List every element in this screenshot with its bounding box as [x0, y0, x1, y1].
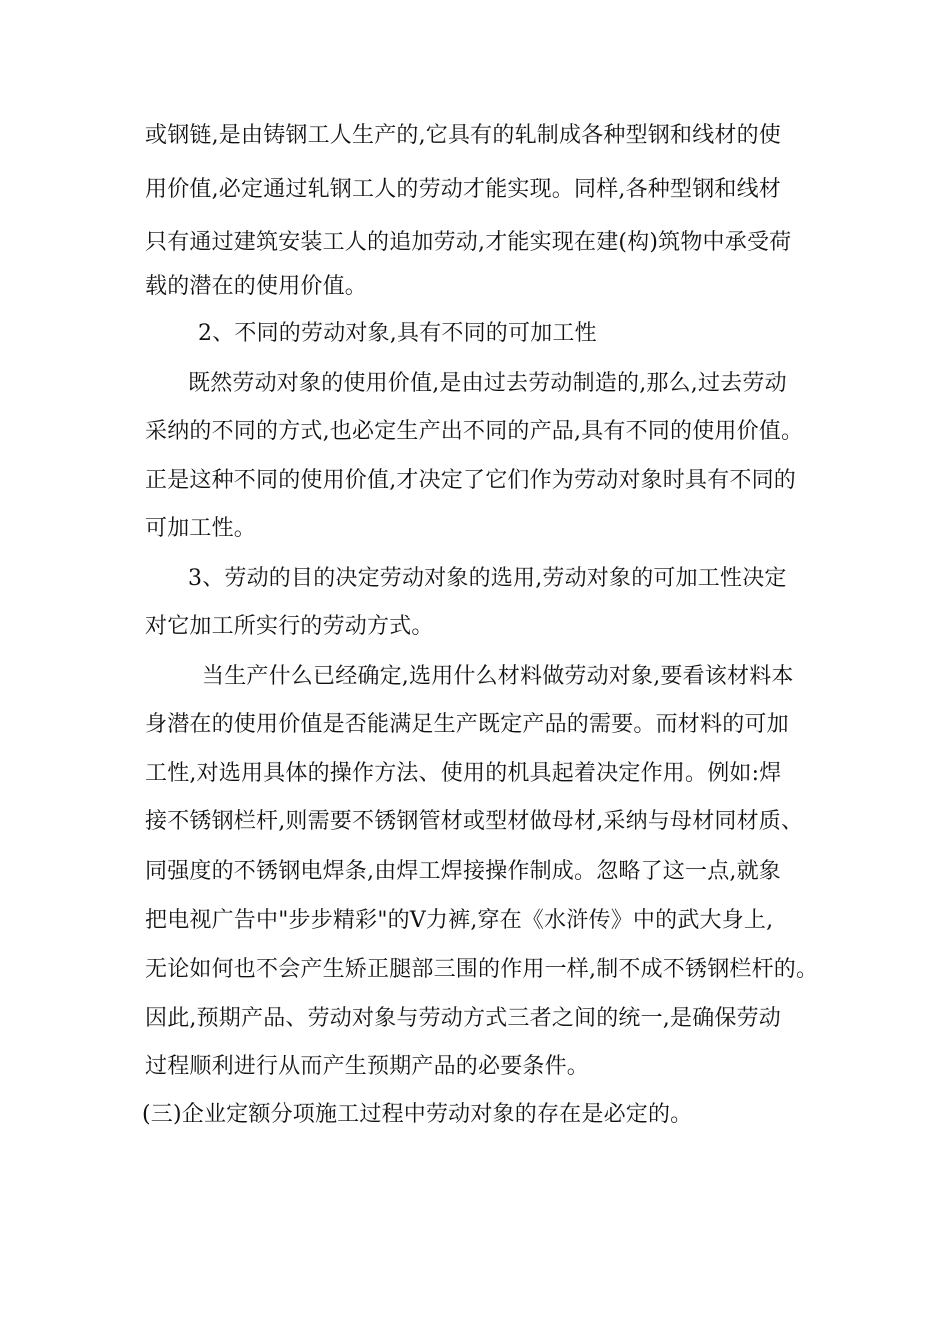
paragraph-line: 用价值,必定通过轧钢工人的劳动才能实现。同样,各种型钢和线材: [145, 177, 781, 202]
paragraph-line: 当生产什么已经确定,选用什么材料做劳动对象,要看该材料本: [202, 664, 794, 689]
paragraph-line: 同强度的不锈钢电焊条,由焊工焊接操作制成。忽略了这一点,就象: [145, 859, 781, 884]
section-heading: (三)企业定额分项施工过程中劳动对象的存在是必定的。: [142, 1102, 693, 1127]
section-heading: 对它加工所实行的劳动方式。: [145, 614, 434, 639]
paragraph-line: 过程顺利进行从而产生预期产品的必要条件。: [145, 1054, 590, 1079]
paragraph-line: 载的潜在的使用价值。: [145, 274, 368, 299]
section-heading: 2、不同的劳动对象,具有不同的可加工性: [198, 321, 597, 346]
section-heading: 3、劳动的目的决定劳动对象的选用,劳动对象的可加工性决定: [188, 566, 787, 591]
paragraph-line: 可加工性。: [145, 516, 257, 541]
paragraph-line: 正是这种不同的使用价值,才决定了它们作为劳动对象时具有不同的: [145, 468, 796, 493]
paragraph-line: 因此,预期产品、劳动对象与劳动方式三者之间的统一,是确保劳动: [145, 1006, 781, 1031]
paragraph-line: 身潜在的使用价值是否能满足生产既定产品的需要。而材料的可加: [145, 712, 789, 737]
paragraph-line: 既然劳动对象的使用价值,是由过去劳动制造的,那么,过去劳动: [188, 371, 787, 396]
paragraph-line: 把电视广告中"步步精彩"的Ⅴ力裤,穿在《水浒传》中的武大身上,: [145, 908, 774, 933]
paragraph-line: 或钢链,是由铸钢工人生产的,它具有的轧制成各种型钢和线材的使: [145, 123, 781, 148]
paragraph-line: 无论如何也不会产生矫正腿部三围的作用一样,制不成不锈钢栏杆的。: [145, 957, 819, 982]
paragraph-line: 工性,对选用具体的操作方法、使用的机具起着决定作用。例如:焊: [145, 761, 782, 786]
paragraph-line: 只有通过建筑安装工人的追加劳动,才能实现在建(构)筑物中承受荷: [145, 230, 792, 255]
paragraph-line: 接不锈钢栏杆,则需要不锈钢管材或型材做母材,采纳与母材同材质、: [145, 809, 804, 834]
paragraph-line: 采纳的不同的方式,也必定生产出不同的产品,具有不同的使用价值。: [145, 419, 804, 444]
